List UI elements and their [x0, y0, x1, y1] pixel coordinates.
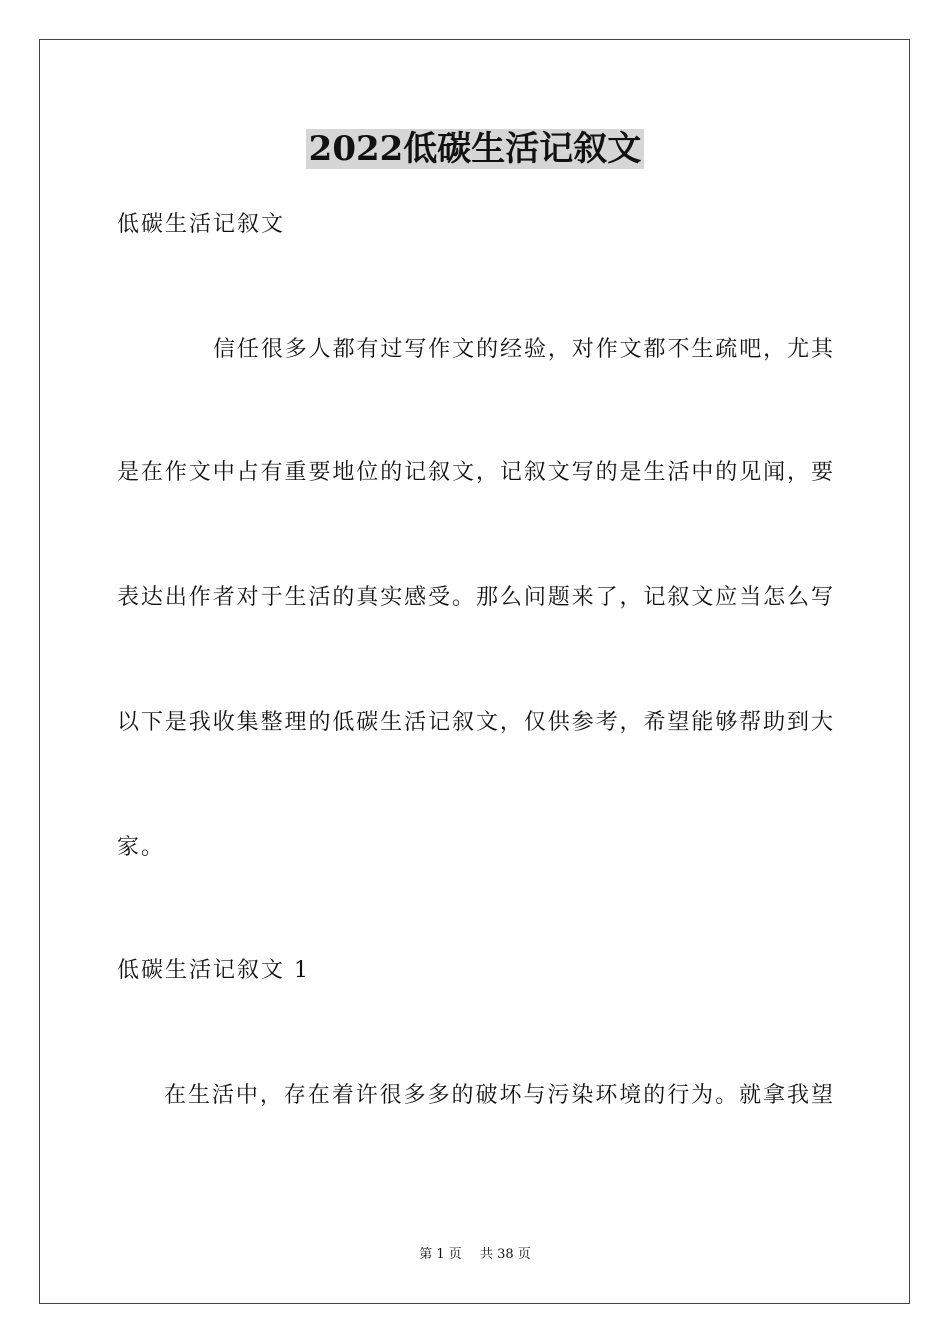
page-total: 共 38 页 — [479, 1247, 531, 1262]
paragraph-line: 信任很多人都有过写作文的经验，对作文都不生疏吧，尤其 — [213, 337, 833, 362]
section-heading: 低碳生活记叙文 — [117, 212, 286, 237]
document-title — [0, 125, 950, 173]
page-number: 第 1 页 — [419, 1247, 462, 1262]
page-footer — [0, 1246, 950, 1264]
paragraph-line: 表达出作者对于生活的真实感受。那么问题来了，记叙文应当怎么写 — [117, 585, 833, 610]
paragraph-line: 是在作文中占有重要地位的记叙文，记叙文写的是生活中的见闻，要 — [117, 460, 833, 485]
document-title-text: 2022低碳生活记叙文 — [306, 129, 645, 169]
paragraph-line: 以下是我收集整理的低碳生活记叙文，仅供参考，希望能够帮助到大 — [117, 710, 833, 735]
section-heading: 低碳生活记叙文 1 — [117, 958, 310, 983]
paragraph-line: 在生活中，存在着许很多多的破坏与污染环境的行为。就拿我望 — [164, 1083, 833, 1108]
paragraph-line: 家。 — [117, 835, 166, 860]
